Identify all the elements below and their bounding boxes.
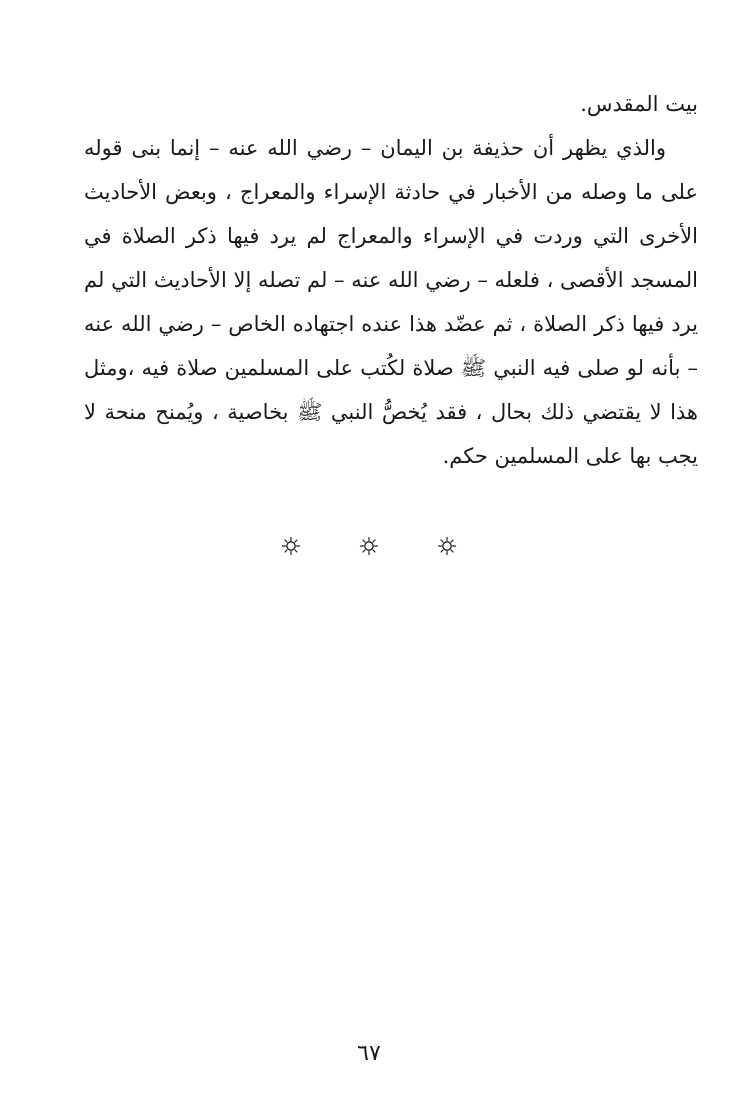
section-divider	[0, 536, 738, 556]
paragraph-1: بيت المقدس.	[580, 92, 698, 116]
star-flower-icon	[359, 536, 379, 556]
star-flower-icon	[437, 536, 457, 556]
body-text	[84, 82, 698, 478]
page-number: ٦٧	[357, 1041, 381, 1066]
paragraph-2: والذي يظهر أن حذيفة بن اليمان – رضي الله عنه – إنما بنى قوله على ما وصله من الأخبار في حادثة الإسراء والمعراج ، وبعض الأحاديث الأخرى التي وردت في الإسراء والمعراج لم يرد فيها ذكر الصلاة في المسجد الأقصى ، فلعله – رضي الله عنه – لم تصله إلا الأحاديث التي لم يرد فيها ذكر الصلاة ، ثم عضّد هذا عنده اجتهاده الخاص – رضي الله عنه – بأنه لو صلى فيه النبي ﷺ صلاة لكُتب على المسلمين صلاة فيه ،ومثل هذا لا يقتضي ذلك بحال ، فقد يُخصُّ النبي ﷺ بخاصية ، ويُمنح منحة لا يجب بها على المسلمين حكم.	[84, 136, 698, 468]
star-flower-icon	[281, 536, 301, 556]
